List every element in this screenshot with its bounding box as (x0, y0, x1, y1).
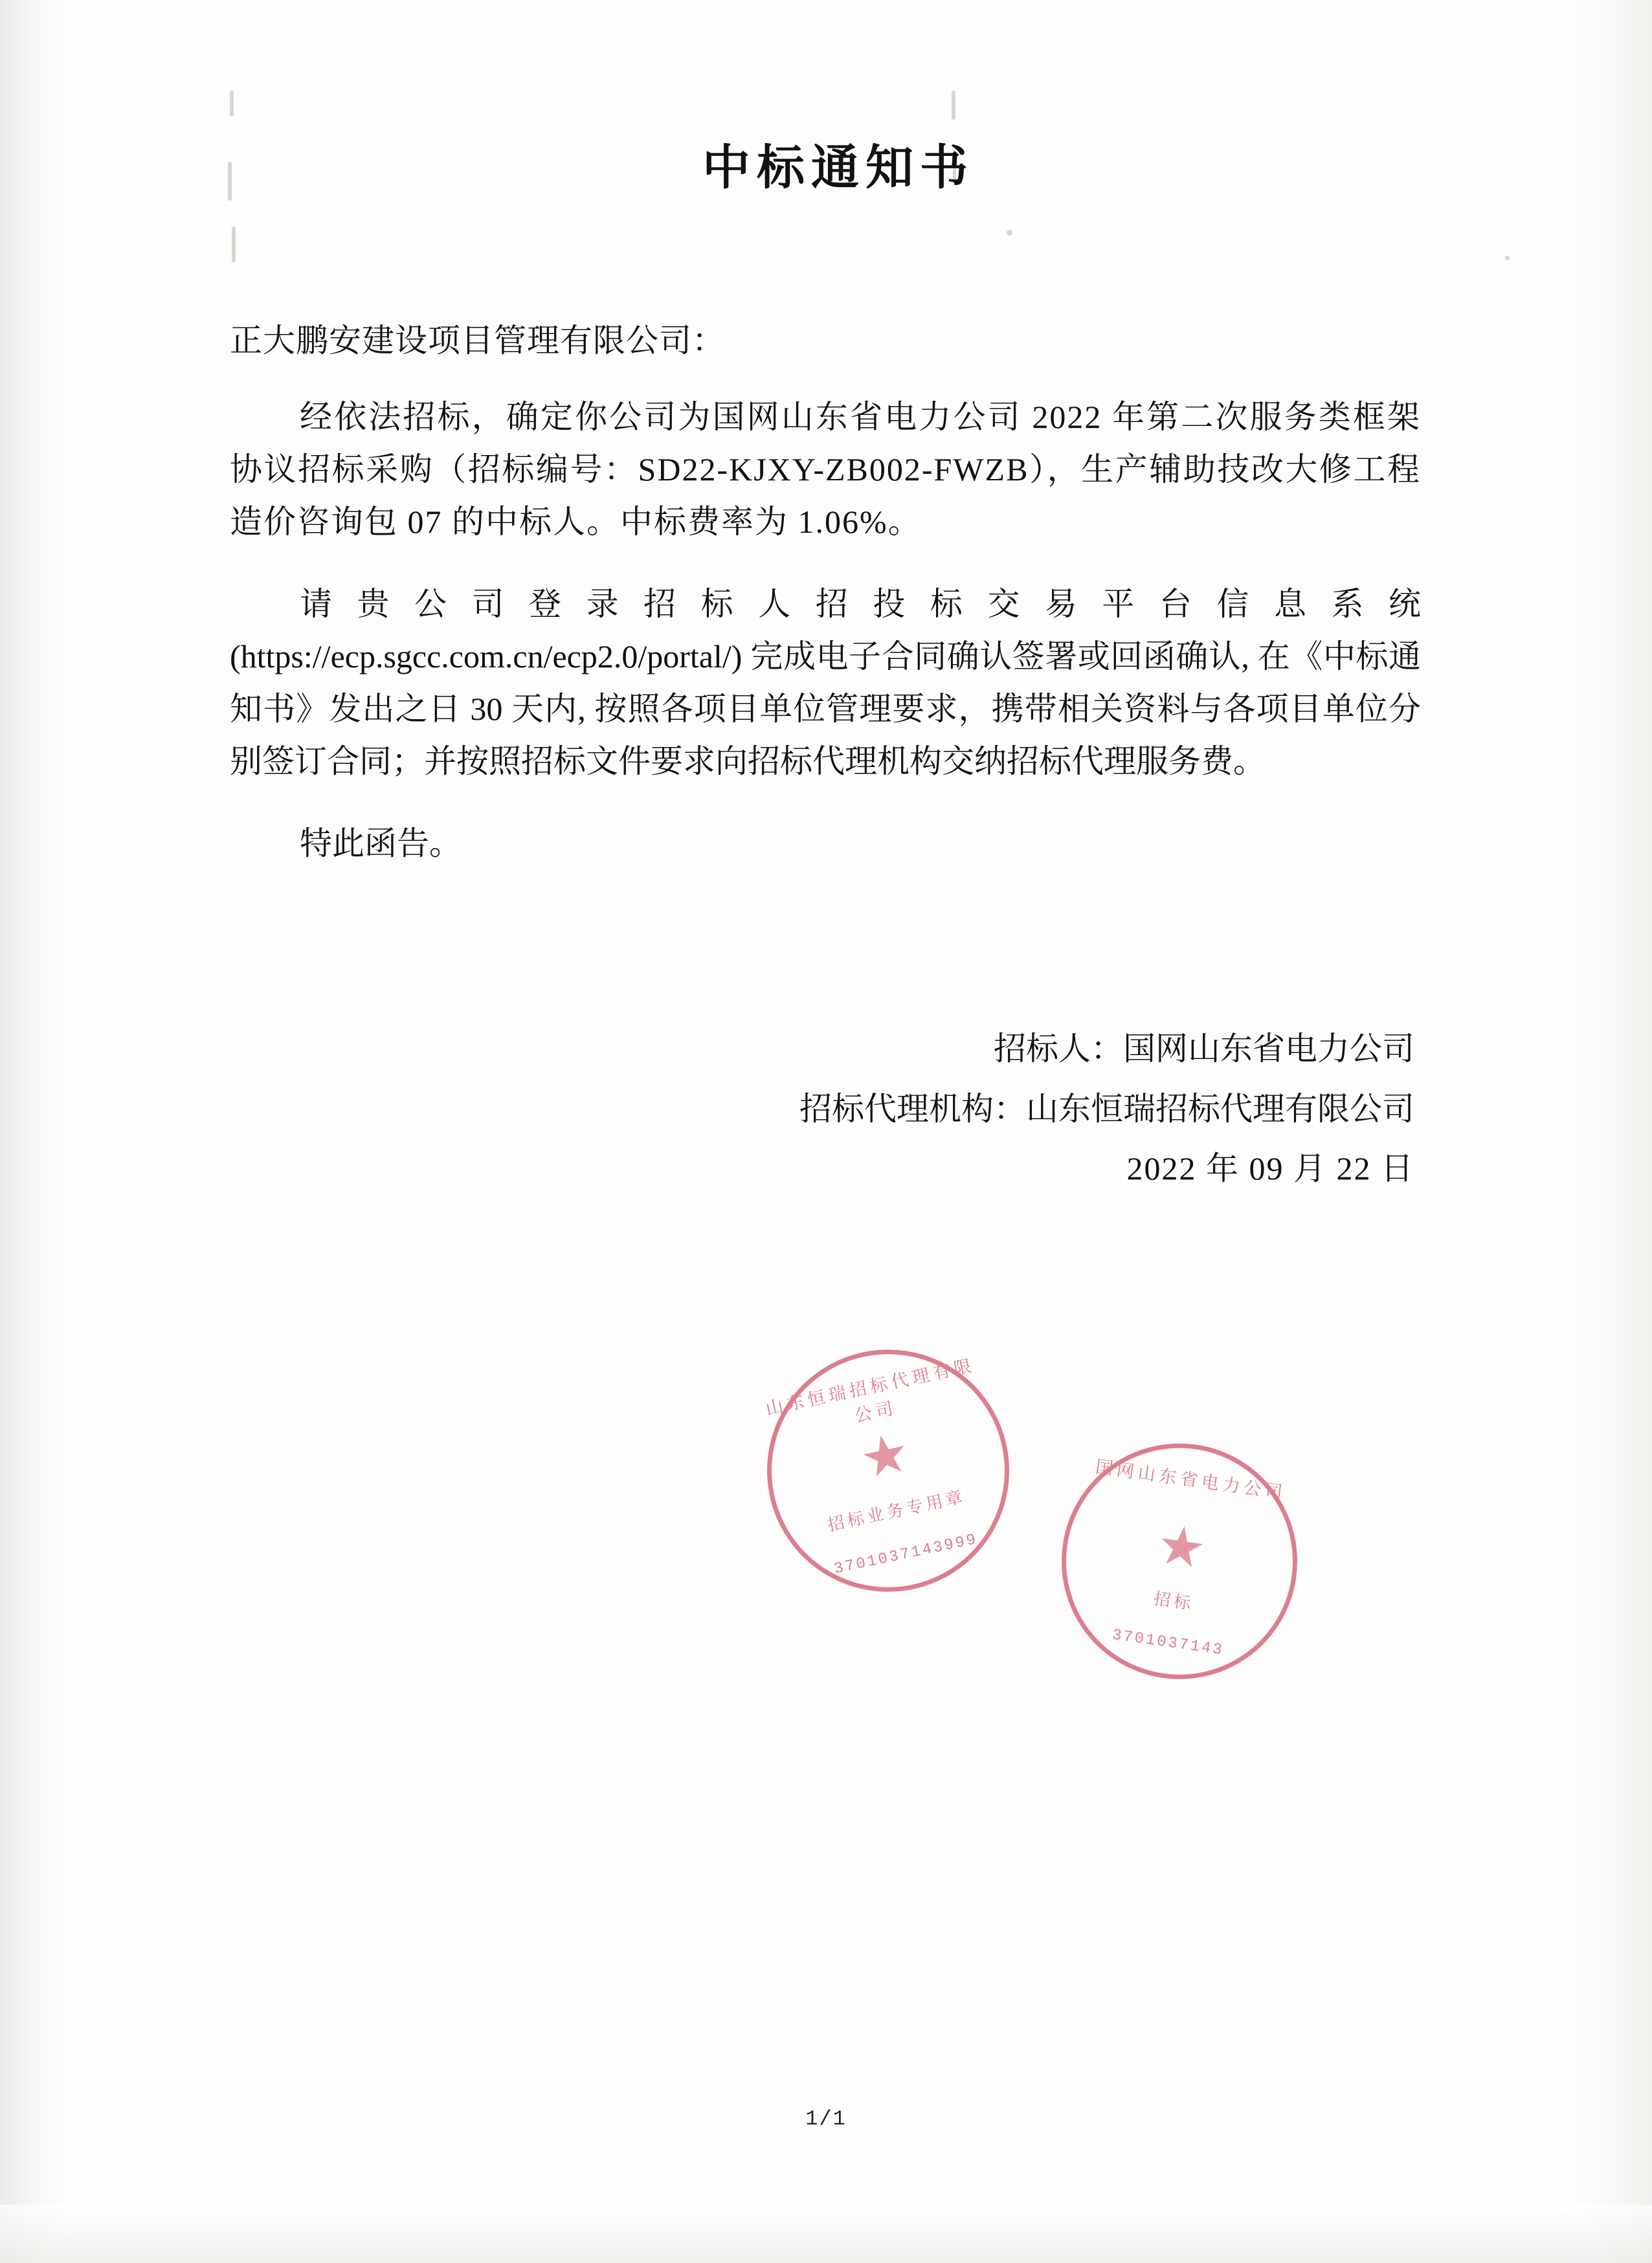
tenderee-seal-top-text: 国网山东省电力公司 (1094, 1456, 1288, 1503)
scan-edge-left (0, 0, 78, 2263)
tenderee-seal-stamp (1046, 1428, 1312, 1694)
paragraph-award-statement: 经依法招标，确定你公司为国网山东省电力公司 2022 年第二次服务类框架协议招标采购（招标编号：SD22-KJXY-ZB002-FWZB），生产辅助技改大修工程造价咨询包 07 的中标人。中标费率为 1.06%。 (230, 399, 1421, 540)
agency-seal-middle-text: 招标业务专用章 (826, 1487, 968, 1535)
signature-agency: 招标代理机构：山东恒瑞招标代理有限公司 (799, 1090, 1414, 1127)
scan-speck (1505, 256, 1510, 260)
page-number: 1/1 (805, 2107, 847, 2131)
document-body (230, 78, 1421, 1199)
addressee-line: 正大鹏安建设项目管理有限公司： (230, 322, 725, 359)
signature-tenderee: 招标人：国网山东省电力公司 (994, 1031, 1414, 1067)
agency-seal-top-text: 山东恒瑞招标代理有限公司 (764, 1355, 977, 1426)
paragraph-instructions: 请贵公司登录招标人招投标交易平台信息系统 (https://ecp.sgcc.com.cn/ecp2.0/portal/) 完成电子合同确认签署或回函确认, 在《中标通知书》发出之日 30 天内, 按照各项目单位管理要求，携带相关资料与各项目单位分别签订合同；并按照招标文件要求向招标代理机构交纳招标代理服务费。 (230, 586, 1421, 779)
agency-seal-code: 3701037143999 (832, 1530, 979, 1579)
scan-edge-right (1555, 0, 1652, 2263)
scan-edge-bottom (0, 2205, 1652, 2263)
signature-date: 2022 年 09 月 22 日 (1126, 1150, 1414, 1187)
paragraph-closing: 特此函告。 (300, 825, 462, 862)
signature-block (230, 1019, 1421, 1199)
star-icon: ★ (854, 1422, 915, 1491)
page-title: 中标通知书 (702, 142, 974, 195)
tenderee-seal-code: 3701037143 (1111, 1626, 1225, 1660)
tenderee-seal-middle-text: 招标 (1152, 1589, 1196, 1614)
star-icon: ★ (1153, 1514, 1210, 1581)
agency-seal-stamp (744, 1327, 1032, 1614)
